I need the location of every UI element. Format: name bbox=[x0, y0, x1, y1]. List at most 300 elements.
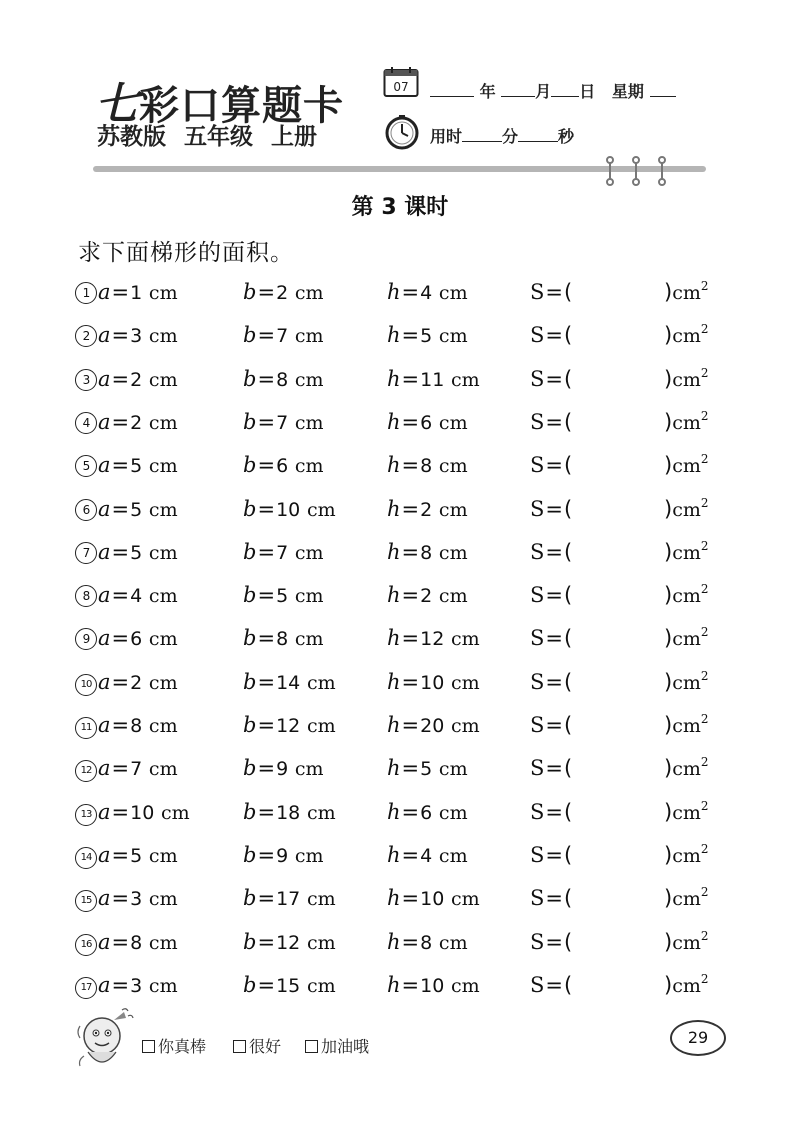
b-label: b bbox=[243, 626, 257, 651]
problem-number: 2 bbox=[75, 325, 97, 347]
eq-sign: = bbox=[111, 886, 130, 911]
trapezoid-a bbox=[75, 583, 178, 607]
b-value: 2 bbox=[276, 282, 289, 304]
brand-name: 彩口算题卡 bbox=[139, 83, 344, 129]
trapezoid-h bbox=[387, 973, 480, 997]
area-unit-power: 2 bbox=[700, 798, 709, 813]
unit-cm: cm bbox=[438, 931, 468, 954]
trapezoid-a bbox=[75, 497, 178, 521]
area-answer-open[interactable] bbox=[530, 930, 572, 954]
trapezoid-a bbox=[75, 670, 178, 696]
day-blank[interactable] bbox=[551, 82, 579, 97]
area-answer-open[interactable] bbox=[530, 540, 572, 564]
trapezoid-h bbox=[387, 886, 480, 910]
area-unit: cm bbox=[672, 455, 701, 478]
area-answer-open[interactable] bbox=[530, 973, 572, 997]
h-label: h bbox=[387, 842, 401, 867]
area-unit: cm bbox=[672, 888, 701, 911]
trapezoid-a bbox=[75, 843, 178, 869]
problem-row bbox=[0, 756, 800, 796]
a-value: 2 bbox=[130, 411, 143, 434]
trapezoid-b bbox=[243, 756, 324, 780]
praise-keep-going[interactable] bbox=[305, 1034, 369, 1057]
problem-row bbox=[0, 280, 800, 320]
h-label: h bbox=[387, 409, 401, 434]
area-unit: cm bbox=[672, 282, 701, 304]
problem-number: 14 bbox=[75, 847, 97, 869]
area-answer-open[interactable] bbox=[530, 886, 572, 910]
day-label: 日 bbox=[579, 82, 596, 101]
area-answer-open[interactable] bbox=[530, 843, 572, 867]
h-label: h bbox=[387, 496, 401, 521]
seconds-label: 秒 bbox=[558, 127, 575, 146]
trapezoid-a bbox=[75, 713, 178, 739]
s-label: S bbox=[530, 366, 545, 391]
paren-close: ) bbox=[664, 756, 673, 781]
h-value: 20 bbox=[420, 715, 445, 737]
paren-close: ) bbox=[664, 799, 673, 824]
praise-great[interactable] bbox=[142, 1034, 206, 1057]
a-label: a bbox=[98, 409, 111, 434]
h-value: 2 bbox=[420, 585, 433, 608]
a-value: 10 bbox=[130, 801, 155, 824]
a-label: a bbox=[98, 280, 111, 304]
paren-open: ( bbox=[564, 972, 573, 997]
eq-sign: = bbox=[401, 799, 420, 824]
unit-cm: cm bbox=[148, 715, 178, 737]
unit-cm: cm bbox=[438, 325, 468, 348]
area-answer-open[interactable] bbox=[530, 280, 572, 304]
trapezoid-h bbox=[387, 626, 480, 650]
problem-number: 6 bbox=[75, 499, 97, 521]
trapezoid-h bbox=[387, 583, 468, 607]
b-value: 7 bbox=[276, 411, 289, 434]
h-label: h bbox=[387, 669, 401, 694]
problem-number: 1 bbox=[75, 282, 97, 304]
month-label: 月 bbox=[535, 82, 552, 101]
a-label: a bbox=[98, 799, 111, 824]
lesson-title: 第 3 课时 bbox=[351, 195, 449, 220]
s-label: S bbox=[530, 886, 545, 911]
area-unit: cm bbox=[672, 801, 701, 824]
trapezoid-h bbox=[387, 453, 468, 477]
unit-cm: cm bbox=[148, 498, 178, 521]
trapezoid-h bbox=[387, 670, 480, 694]
eq-sign: = bbox=[257, 583, 276, 608]
b-value: 15 bbox=[276, 974, 301, 997]
unit-cm: cm bbox=[438, 455, 468, 478]
eq-sign: = bbox=[401, 366, 420, 391]
trapezoid-h bbox=[387, 497, 468, 521]
paren-close: ) bbox=[664, 323, 673, 348]
eq-sign: = bbox=[545, 713, 563, 737]
month-blank[interactable] bbox=[501, 82, 535, 97]
eq-sign: = bbox=[545, 366, 563, 391]
h-value: 12 bbox=[420, 628, 445, 651]
eq-sign: = bbox=[111, 453, 130, 478]
a-label: a bbox=[98, 366, 111, 391]
unit-cm: cm bbox=[306, 715, 336, 737]
problem-number: 9 bbox=[75, 628, 97, 650]
eq-sign: = bbox=[545, 799, 563, 824]
trapezoid-b bbox=[243, 497, 336, 521]
problem-number: 17 bbox=[75, 977, 97, 999]
area-unit: cm bbox=[672, 844, 701, 867]
area-unit: cm bbox=[672, 974, 701, 997]
area-unit: cm bbox=[672, 325, 701, 348]
eq-sign: = bbox=[257, 626, 276, 651]
year-blank[interactable] bbox=[430, 82, 474, 97]
area-unit: cm bbox=[672, 498, 701, 521]
paren-open: ( bbox=[564, 799, 573, 824]
a-value: 4 bbox=[130, 585, 143, 608]
a-value: 2 bbox=[130, 671, 143, 694]
eq-sign: = bbox=[111, 842, 130, 867]
a-label: a bbox=[98, 496, 111, 521]
problem-row bbox=[0, 886, 800, 926]
eq-sign: = bbox=[257, 669, 276, 694]
checkbox-good[interactable] bbox=[233, 1040, 246, 1053]
s-label: S bbox=[530, 669, 545, 694]
trapezoid-h bbox=[387, 367, 480, 391]
eq-sign: = bbox=[257, 756, 276, 781]
trapezoid-a bbox=[75, 367, 178, 391]
eq-sign: = bbox=[401, 886, 420, 911]
s-label: S bbox=[530, 539, 545, 564]
b-value: 18 bbox=[276, 801, 301, 824]
a-label: a bbox=[98, 453, 111, 478]
eq-sign: = bbox=[257, 453, 276, 478]
area-answer-close bbox=[664, 497, 709, 521]
eq-sign: = bbox=[257, 929, 276, 954]
weekday-blank[interactable] bbox=[650, 82, 676, 97]
area-unit-power: 2 bbox=[700, 712, 709, 726]
paren-open: ( bbox=[564, 583, 573, 608]
trapezoid-b bbox=[243, 800, 336, 824]
paren-open: ( bbox=[564, 669, 573, 694]
unit-cm: cm bbox=[148, 974, 178, 997]
unit-cm: cm bbox=[148, 541, 178, 564]
area-answer-open[interactable] bbox=[530, 453, 572, 477]
trapezoid-h bbox=[387, 930, 468, 954]
seconds-blank[interactable] bbox=[518, 127, 558, 142]
h-value: 8 bbox=[420, 931, 433, 954]
a-value: 3 bbox=[130, 888, 143, 911]
eq-sign: = bbox=[257, 886, 276, 911]
eq-sign: = bbox=[111, 972, 130, 997]
area-unit-power: 2 bbox=[700, 755, 709, 770]
problem-number: 3 bbox=[75, 369, 97, 391]
area-unit-power: 2 bbox=[700, 495, 709, 510]
problem-row bbox=[0, 497, 800, 537]
unit-cm: cm bbox=[306, 931, 336, 954]
trapezoid-b bbox=[243, 843, 324, 867]
a-value: 2 bbox=[130, 368, 143, 391]
area-answer-open[interactable] bbox=[530, 670, 572, 694]
unit-cm: cm bbox=[438, 282, 468, 304]
paren-open: ( bbox=[564, 366, 573, 391]
eq-sign: = bbox=[111, 756, 130, 781]
unit-cm: cm bbox=[451, 671, 480, 694]
eq-sign: = bbox=[111, 539, 130, 564]
area-answer-open[interactable] bbox=[530, 367, 572, 391]
h-value: 4 bbox=[420, 844, 433, 867]
trapezoid-h bbox=[387, 843, 468, 867]
area-answer-close bbox=[664, 886, 709, 910]
area-answer-open[interactable] bbox=[530, 756, 572, 780]
problem-number: 5 bbox=[75, 455, 97, 477]
eq-sign: = bbox=[401, 972, 420, 997]
paren-close: ) bbox=[664, 626, 673, 651]
unit-cm: cm bbox=[451, 888, 480, 911]
trapezoid-b bbox=[243, 540, 324, 564]
eq-sign: = bbox=[401, 756, 420, 781]
unit-cm: cm bbox=[306, 801, 336, 824]
h-label: h bbox=[387, 583, 401, 608]
trapezoid-a bbox=[75, 453, 178, 477]
eq-sign: = bbox=[111, 669, 130, 694]
h-value: 6 bbox=[420, 411, 433, 434]
s-label: S bbox=[530, 409, 545, 434]
eq-sign: = bbox=[545, 842, 563, 867]
eq-sign: = bbox=[401, 539, 420, 564]
a-label: a bbox=[98, 842, 111, 867]
unit-cm: cm bbox=[148, 628, 178, 651]
eq-sign: = bbox=[545, 669, 563, 694]
area-unit-power: 2 bbox=[700, 538, 709, 553]
problem-row bbox=[0, 323, 800, 363]
weekday-label: 星期 bbox=[611, 82, 644, 101]
eq-sign: = bbox=[401, 669, 420, 694]
b-label: b bbox=[243, 366, 257, 391]
area-answer-open[interactable] bbox=[530, 800, 572, 824]
eq-sign: = bbox=[111, 583, 130, 608]
area-unit-power: 2 bbox=[700, 322, 709, 337]
b-value: 8 bbox=[276, 628, 289, 651]
b-label: b bbox=[243, 842, 257, 867]
trapezoid-b bbox=[243, 280, 324, 304]
a-label: a bbox=[98, 323, 111, 348]
unit-cm: cm bbox=[294, 455, 324, 478]
trapezoid-b bbox=[243, 930, 336, 954]
checkbox-great[interactable] bbox=[142, 1040, 155, 1053]
paren-open: ( bbox=[564, 713, 573, 737]
b-label: b bbox=[243, 539, 257, 564]
a-value: 8 bbox=[130, 715, 143, 737]
a-value: 5 bbox=[130, 541, 143, 564]
problem-number: 7 bbox=[75, 542, 97, 564]
minutes-blank[interactable] bbox=[462, 127, 502, 142]
brand-qi: 七 bbox=[95, 79, 137, 130]
paren-close: ) bbox=[664, 539, 673, 564]
b-label: b bbox=[243, 713, 257, 737]
trapezoid-a bbox=[75, 930, 178, 956]
b-label: b bbox=[243, 280, 257, 304]
area-answer-open[interactable] bbox=[530, 410, 572, 434]
a-value: 7 bbox=[130, 758, 143, 781]
eq-sign: = bbox=[111, 366, 130, 391]
time-line bbox=[430, 124, 574, 147]
trapezoid-b bbox=[243, 410, 324, 434]
unit-cm: cm bbox=[161, 801, 190, 824]
unit-cm: cm bbox=[148, 585, 178, 608]
area-answer-open[interactable] bbox=[530, 497, 572, 521]
paren-close: ) bbox=[664, 453, 673, 478]
area-answer-close bbox=[664, 843, 709, 867]
eq-sign: = bbox=[257, 280, 276, 304]
trapezoid-b bbox=[243, 973, 336, 997]
area-answer-close bbox=[664, 930, 709, 954]
b-value: 12 bbox=[276, 715, 301, 737]
problem-number: 4 bbox=[75, 412, 97, 434]
paren-close: ) bbox=[664, 713, 673, 737]
trapezoid-b bbox=[243, 670, 336, 694]
problem-row bbox=[0, 626, 800, 666]
paren-close: ) bbox=[664, 886, 673, 911]
paren-close: ) bbox=[664, 409, 673, 434]
eq-sign: = bbox=[111, 713, 130, 737]
area-unit-power: 2 bbox=[700, 971, 709, 986]
area-unit-power: 2 bbox=[700, 582, 709, 597]
unit-cm: cm bbox=[294, 541, 324, 564]
eq-sign: = bbox=[545, 756, 563, 781]
eq-sign: = bbox=[257, 842, 276, 867]
area-answer-close bbox=[664, 756, 709, 780]
area-answer-open[interactable] bbox=[530, 626, 572, 650]
b-value: 7 bbox=[276, 541, 289, 564]
h-value: 6 bbox=[420, 801, 433, 824]
problem-number: 16 bbox=[75, 934, 97, 956]
unit-cm: cm bbox=[148, 325, 178, 348]
s-label: S bbox=[530, 756, 545, 781]
h-label: h bbox=[387, 886, 401, 911]
unit-cm: cm bbox=[148, 411, 178, 434]
mascot-icon bbox=[72, 1006, 136, 1074]
a-label: a bbox=[98, 972, 111, 997]
eq-sign: = bbox=[257, 366, 276, 391]
paren-open: ( bbox=[564, 886, 573, 911]
trapezoid-b bbox=[243, 453, 324, 477]
trapezoid-b bbox=[243, 626, 324, 650]
s-label: S bbox=[530, 972, 545, 997]
problem-row bbox=[0, 843, 800, 883]
unit-cm: cm bbox=[294, 628, 324, 651]
area-unit-power: 2 bbox=[700, 928, 709, 943]
h-label: h bbox=[387, 972, 401, 997]
b-label: b bbox=[243, 929, 257, 954]
trapezoid-a bbox=[75, 410, 178, 434]
paren-open: ( bbox=[564, 496, 573, 521]
area-answer-open[interactable] bbox=[530, 323, 572, 347]
trapezoid-a bbox=[75, 800, 190, 826]
paren-close: ) bbox=[664, 669, 673, 694]
a-label: a bbox=[98, 539, 111, 564]
problem-row bbox=[0, 410, 800, 450]
eq-sign: = bbox=[401, 842, 420, 867]
b-label: b bbox=[243, 799, 257, 824]
unit-cm: cm bbox=[294, 411, 324, 434]
s-label: S bbox=[530, 799, 545, 824]
unit-cm: cm bbox=[294, 585, 324, 608]
eq-sign: = bbox=[545, 323, 563, 348]
unit-cm: cm bbox=[438, 498, 468, 521]
a-value: 5 bbox=[130, 455, 143, 478]
paren-open: ( bbox=[564, 453, 573, 478]
area-answer-open[interactable] bbox=[530, 713, 572, 737]
eq-sign: = bbox=[401, 626, 420, 651]
unit-cm: cm bbox=[438, 411, 468, 434]
problem-number: 12 bbox=[75, 760, 97, 782]
area-answer-close bbox=[664, 583, 709, 607]
b-label: b bbox=[243, 583, 257, 608]
h-value: 10 bbox=[420, 888, 445, 911]
s-label: S bbox=[530, 929, 545, 954]
area-unit: cm bbox=[672, 671, 701, 694]
trapezoid-h bbox=[387, 800, 468, 824]
unit-cm: cm bbox=[148, 888, 178, 911]
h-label: h bbox=[387, 713, 401, 737]
b-value: 17 bbox=[276, 888, 301, 911]
b-value: 10 bbox=[276, 498, 301, 521]
unit-cm: cm bbox=[294, 282, 324, 304]
a-label: a bbox=[98, 713, 111, 737]
calendar-day: 07 bbox=[393, 80, 409, 94]
paren-close: ) bbox=[664, 929, 673, 954]
time-used-label: 用时 bbox=[430, 127, 463, 146]
area-answer-close bbox=[664, 626, 709, 650]
problem-row bbox=[0, 453, 800, 493]
area-unit: cm bbox=[672, 368, 701, 391]
a-value: 5 bbox=[130, 498, 143, 521]
instruction: 求下面梯形的面积。 bbox=[78, 240, 294, 266]
eq-sign: = bbox=[257, 409, 276, 434]
a-value: 8 bbox=[130, 931, 143, 954]
area-answer-open[interactable] bbox=[530, 583, 572, 607]
area-unit: cm bbox=[672, 758, 701, 781]
praise-good[interactable] bbox=[233, 1034, 281, 1057]
eq-sign: = bbox=[111, 626, 130, 651]
area-answer-close bbox=[664, 367, 709, 391]
eq-sign: = bbox=[257, 799, 276, 824]
problem-row bbox=[0, 800, 800, 840]
a-label: a bbox=[98, 929, 111, 954]
area-answer-close bbox=[664, 670, 709, 694]
trapezoid-b bbox=[243, 323, 324, 347]
eq-sign: = bbox=[545, 539, 563, 564]
trapezoid-h bbox=[387, 323, 468, 347]
trapezoid-a bbox=[75, 280, 178, 304]
trapezoid-b bbox=[243, 713, 336, 737]
h-label: h bbox=[387, 539, 401, 564]
b-label: b bbox=[243, 323, 257, 348]
eq-sign: = bbox=[401, 583, 420, 608]
area-unit-power: 2 bbox=[700, 841, 709, 856]
eq-sign: = bbox=[257, 539, 276, 564]
unit-cm: cm bbox=[148, 844, 178, 867]
area-answer-close bbox=[664, 713, 709, 737]
a-value: 3 bbox=[130, 325, 143, 348]
paren-close: ) bbox=[664, 972, 673, 997]
edition-label: 苏教版 五年级 上册 bbox=[97, 124, 318, 150]
area-answer-close bbox=[664, 410, 709, 434]
unit-cm: cm bbox=[438, 844, 468, 867]
eq-sign: = bbox=[111, 929, 130, 954]
eq-sign: = bbox=[257, 713, 276, 737]
unit-cm: cm bbox=[451, 628, 480, 651]
checkbox-keep-going[interactable] bbox=[305, 1040, 318, 1053]
unit-cm: cm bbox=[306, 498, 336, 521]
b-value: 9 bbox=[276, 844, 289, 867]
